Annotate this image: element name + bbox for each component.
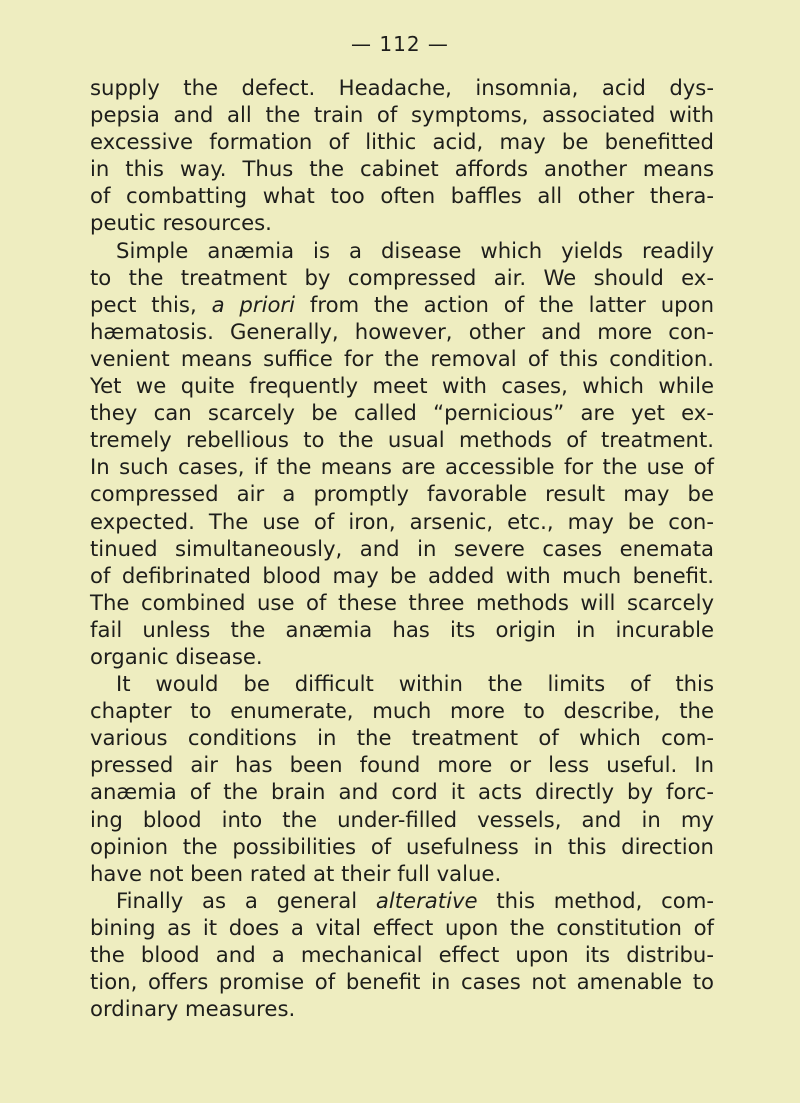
text-line: compressed air a promptly favorable result may be	[90, 481, 714, 507]
body-text	[90, 74, 714, 1022]
italic-phrase: alterative	[375, 887, 478, 913]
text-line: they can scarcely be called “pernicious” are yet ex-	[90, 400, 714, 426]
text-line: anæmia of the brain and cord it acts directly by forc-	[90, 779, 714, 805]
text-line: The combined use of these three methods will scarcely	[90, 589, 714, 615]
text-line: pressed air has been found more or less useful. In	[90, 752, 714, 778]
text-line: tion, offers promise of benefit in cases not amenable to	[90, 969, 714, 995]
text-line: supply the defect. Headache, insomnia, acid dys-	[90, 75, 714, 100]
text-line: ing blood into the under-filled vessels, and in my	[90, 806, 714, 832]
text-line: tinued simultaneously, and in severe cases enemata	[90, 535, 714, 561]
text-line: tremely rebellious to the usual methods of treatment.	[90, 427, 714, 453]
text-line: of defibrinated blood may be added with much benefit.	[90, 562, 714, 588]
text-line: expected. The use of iron, arsenic, etc., may be con-	[90, 508, 714, 534]
text-line: chapter to enumerate, much more to describe, the	[90, 698, 714, 724]
text-line: hæmatosis. Generally, however, other and more con-	[90, 318, 714, 344]
text-line: venient means suffice for the removal of this condition.	[90, 345, 714, 371]
text-line: fail unless the anæmia has its origin in incurable	[90, 616, 714, 642]
italic-phrase: a priori	[211, 291, 296, 317]
text-line: various conditions in the treatment of which com-	[90, 725, 714, 751]
text-line: It would be difficult within the limits of this	[116, 671, 714, 697]
text-segment: pect this,	[90, 291, 212, 317]
text-segment: from the action of the latter upon	[295, 291, 715, 317]
text-line-with-italic	[90, 887, 714, 914]
text-segment: Finally as a general	[116, 887, 376, 913]
text-line-with-italic	[90, 291, 714, 318]
text-line: have not been rated at their full value.	[90, 860, 502, 886]
text-line: opinion the possibilities of usefulness in this direction	[90, 833, 714, 859]
text-segment: this method, com-	[477, 887, 714, 913]
text-line: In such cases, if the means are accessible for the use of	[90, 454, 714, 480]
text-line: Yet we quite frequently meet with cases, which while	[90, 373, 714, 399]
text-line: ordinary measures.	[90, 996, 296, 1022]
text-line: in this way. Thus the cabinet affords another means	[90, 156, 714, 182]
text-line: pepsia and all the train of symptoms, associated with	[90, 102, 714, 128]
text-line: excessive formation of lithic acid, may be benefitted	[90, 129, 714, 155]
text-line: Simple anæmia is a disease which yields readily	[116, 237, 714, 263]
text-line: organic disease.	[90, 643, 263, 669]
text-line: bining as it does a vital effect upon the constitution of	[90, 914, 714, 940]
text-line: the blood and a mechanical effect upon its distribu-	[90, 942, 714, 967]
text-line: to the treatment by compressed air. We should ex-	[90, 264, 714, 290]
text-line: of combatting what too often baffles all other thera-	[90, 183, 714, 209]
text-line: peutic resources.	[90, 210, 272, 236]
page-number: — 112 —	[351, 32, 449, 56]
